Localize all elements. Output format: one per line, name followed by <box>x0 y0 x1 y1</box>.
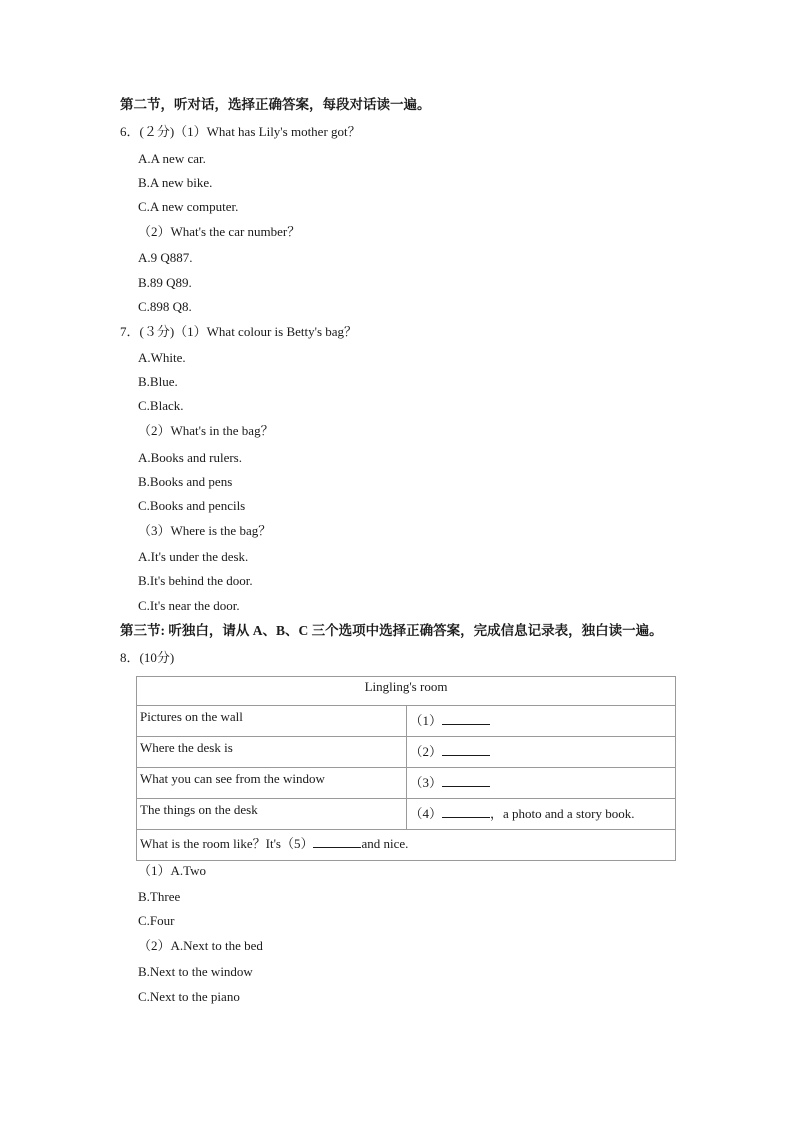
blank-number: （2） <box>409 744 443 759</box>
row-answer <box>406 768 676 799</box>
question-8-sub-2-option-c: C.Next to the piano <box>138 989 240 1004</box>
question-6-sub-2-option-c: C.898 Q8. <box>138 299 192 314</box>
table-row <box>137 737 676 768</box>
row-answer <box>406 737 676 768</box>
row-answer: （4） ，a photo and a story book. <box>406 799 676 830</box>
answer-blank <box>442 804 490 818</box>
question-8-sub-1-option-b: B.Three <box>138 889 181 904</box>
row-answer <box>406 706 676 737</box>
question-8-sub-1-option-c: C.Four <box>138 913 175 928</box>
question-7-option-a: A.White. <box>138 350 186 365</box>
question-7-sub-3-option-a: A.It's under the desk. <box>138 549 249 564</box>
row-label: Pictures on the wall <box>137 706 407 737</box>
question-7-sub-2-option-c: C.Books and pencils <box>138 498 246 513</box>
question-6-sub-2-option-b: B.89 Q89. <box>138 275 192 290</box>
question-6-sub-2: （2）What's the car number？ <box>138 224 301 239</box>
section-2-heading: 第二节，听对话，选择正确答案，每段对话读一遍。 <box>120 97 431 112</box>
answer-blank <box>442 742 490 756</box>
blank-number: （4） <box>409 806 443 821</box>
answer-blank <box>313 834 361 848</box>
row-label: What you can see from the window <box>137 768 407 799</box>
info-record-table <box>136 676 676 861</box>
blank-number: （3） <box>409 775 443 790</box>
answer-blank <box>442 711 490 725</box>
question-6-option-a: A.A new car. <box>138 151 206 166</box>
question-6-sub-2-option-a: A.9 Q887. <box>138 250 193 265</box>
row-label: The things on the desk <box>137 799 407 830</box>
question-7-sub-2: （2）What's in the bag？ <box>138 423 274 438</box>
row-label: Where the desk is <box>137 737 407 768</box>
question-8-sub-2-option-b: B.Next to the window <box>138 964 253 979</box>
question-7-sub-3-option-b: B.It's behind the door. <box>138 573 253 588</box>
table-row <box>137 706 676 737</box>
question-7-sub-2-option-a: A.Books and rulers. <box>138 450 242 465</box>
row-room-like: What is the room like？It's（5） and nice. <box>137 830 676 861</box>
table-title: Lingling's room <box>137 677 676 706</box>
question-6-option-b: B.A new bike. <box>138 175 213 190</box>
table-row <box>137 768 676 799</box>
section-3-heading: 第三节: 听独白，请从 A、B、C 三个选项中选择正确答案，完成信息记录表，独白读一遍。 <box>120 623 663 638</box>
question-7-sub-3-option-c: C.It's near the door. <box>138 598 240 613</box>
blank-number: （1） <box>409 713 443 728</box>
question-8-sub-1: （1）A.Two <box>138 863 207 878</box>
question-7-stem: 7．(３分)（1）What colour is Betty's bag？ <box>120 324 358 339</box>
question-8-stem: 8．(10分) <box>120 650 175 665</box>
table-row <box>137 799 676 830</box>
question-7-sub-2-option-b: B.Books and pens <box>138 474 233 489</box>
question-8-sub-2: （2）A.Next to the bed <box>138 938 263 953</box>
answer-blank <box>442 773 490 787</box>
question-6-stem: 6．(２分)（1）What has Lily's mother got？ <box>120 124 361 139</box>
question-7-option-b: B.Blue. <box>138 374 178 389</box>
question-7-sub-3: （3）Where is the bag？ <box>138 523 272 538</box>
table-row <box>137 830 676 861</box>
question-6-option-c: C.A new computer. <box>138 199 239 214</box>
question-7-option-c: C.Black. <box>138 398 184 413</box>
